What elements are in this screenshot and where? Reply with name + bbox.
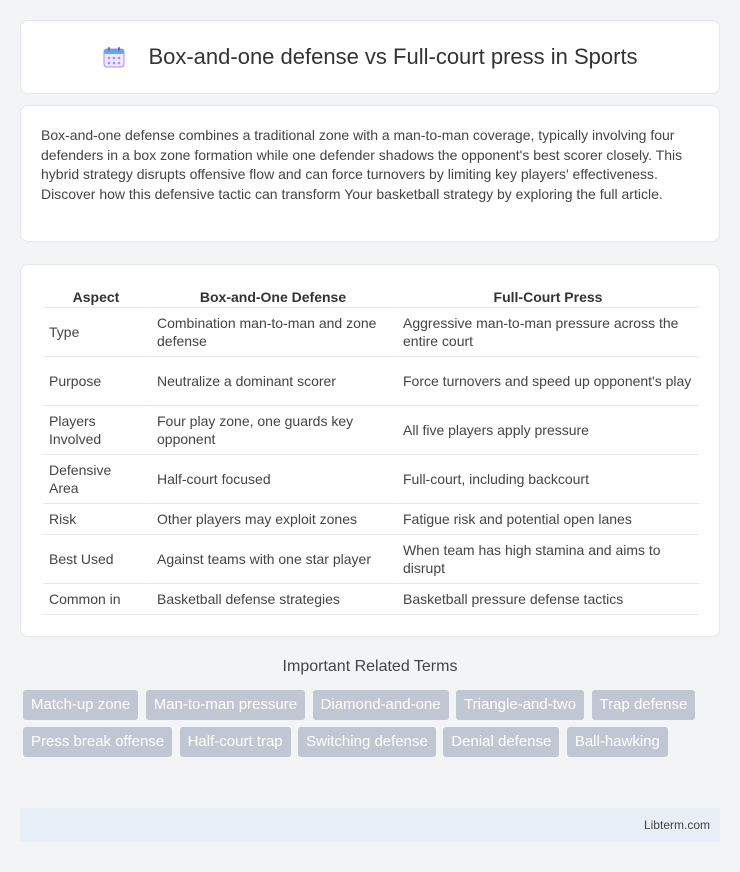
title-card xyxy=(20,20,720,94)
table-row xyxy=(43,455,699,504)
comparison-table xyxy=(43,287,699,615)
related-terms-title: Important Related Terms xyxy=(282,658,458,675)
tag-switching-defense[interactable]: Switching defense xyxy=(298,727,436,757)
table-cell: Players Involved xyxy=(43,406,149,455)
calendar-icon xyxy=(102,45,126,69)
table-cell: Full-court, including backcourt xyxy=(395,455,699,504)
table-cell: Fatigue risk and potential open lanes xyxy=(395,504,699,535)
table-cell: Purpose xyxy=(43,357,149,406)
header-box-and-one: Box-and-One Defense xyxy=(149,287,395,308)
table-cell: Risk xyxy=(43,504,149,535)
table-cell: Against teams with one star player xyxy=(149,535,395,584)
table-cell: All five players apply pressure xyxy=(395,406,699,455)
tag-triangle-and-two[interactable]: Triangle-and-two xyxy=(456,690,584,720)
table-row xyxy=(43,584,699,615)
table-cell: Four play zone, one guards key opponent xyxy=(149,406,395,455)
tag-diamond-and-one[interactable]: Diamond-and-one xyxy=(313,690,449,720)
table-row xyxy=(43,406,699,455)
footer xyxy=(20,808,720,842)
table-cell: When team has high stamina and aims to disrupt xyxy=(395,535,699,584)
table-cell: Force turnovers and speed up opponent's play xyxy=(395,357,699,406)
table-cell: Defensive Area xyxy=(43,455,149,504)
related-terms-tags xyxy=(23,690,713,764)
table-header-row xyxy=(43,287,699,308)
tag-denial-defense[interactable]: Denial defense xyxy=(443,727,559,757)
footer-site-link[interactable]: Libterm.com xyxy=(643,818,710,832)
tag-man-to-man-pressure[interactable]: Man-to-man pressure xyxy=(146,690,305,720)
table-cell: Half-court focused xyxy=(149,455,395,504)
header-full-court: Full-Court Press xyxy=(395,287,699,308)
tag-press-break-offense[interactable]: Press break offense xyxy=(23,727,172,757)
tag-trap-defense[interactable]: Trap defense xyxy=(592,690,696,720)
tag-half-court-trap[interactable]: Half-court trap xyxy=(180,727,291,757)
table-cell: Common in xyxy=(43,584,149,615)
table-cell: Combination man-to-man and zone defense xyxy=(149,308,395,357)
table-cell: Other players may exploit zones xyxy=(149,504,395,535)
table-row xyxy=(43,357,699,406)
table-cell: Basketball pressure defense tactics xyxy=(395,584,699,615)
intro-text: Box-and-one defense combines a traditional zone with a man-to-man coverage, typically involving four defenders in a box zone formation while one defender shadows the opponent's best scorer closely. This hybrid strategy disrupts offensive flow and can force turnovers by limiting key players' effectiveness. Discover how this defensive tactic can transform Your basketball strategy by exploring the full article. xyxy=(41,127,683,202)
comparison-card xyxy=(20,264,720,637)
table-cell: Neutralize a dominant scorer xyxy=(149,357,395,406)
table-cell: Aggressive man-to-man pressure across the entire court xyxy=(395,308,699,357)
table-cell: Best Used xyxy=(43,535,149,584)
intro-card xyxy=(20,105,720,242)
header-aspect: Aspect xyxy=(43,287,149,308)
table-cell: Type xyxy=(43,308,149,357)
tag-ball-hawking[interactable]: Ball-hawking xyxy=(567,727,668,757)
table-row xyxy=(43,308,699,357)
table-row xyxy=(43,535,699,584)
table-cell: Basketball defense strategies xyxy=(149,584,395,615)
page-title: Box-and-one defense vs Full-court press in Sports xyxy=(148,44,638,69)
tag-match-up-zone[interactable]: Match-up zone xyxy=(23,690,138,720)
table-row xyxy=(43,504,699,535)
